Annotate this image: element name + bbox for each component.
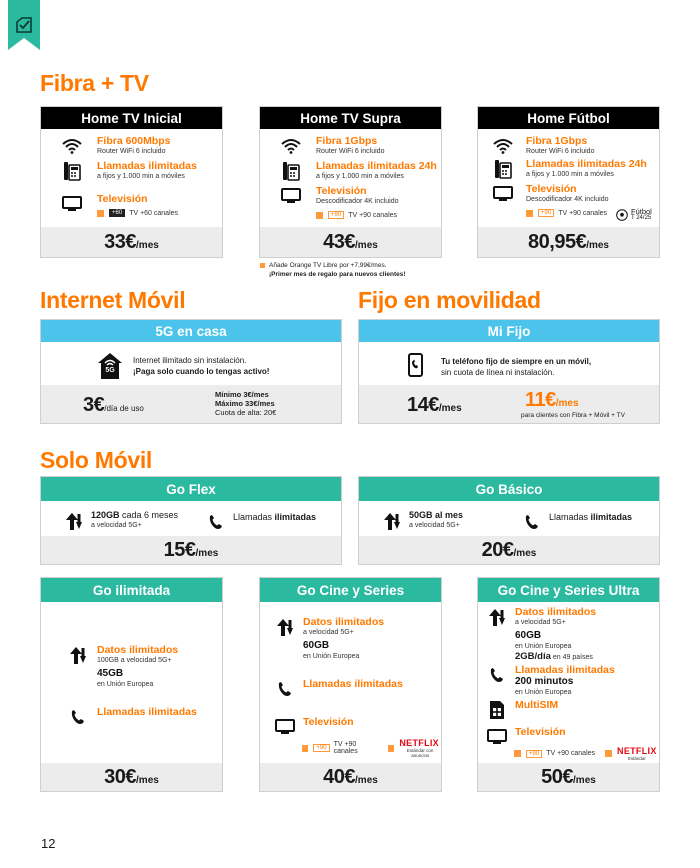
data-period: cada 6 meses [119, 510, 179, 520]
landline-phone-icon [492, 158, 514, 180]
sim-card-icon [486, 699, 508, 721]
bullet-square [514, 750, 521, 757]
bookmark-check-icon [8, 0, 40, 50]
data-amount: 120GB [91, 510, 120, 520]
card-go-basico [358, 476, 660, 565]
eu-data: 45GB [97, 668, 124, 679]
card-title: Go Cine y Series Ultra [478, 578, 659, 602]
tv-channels: TV +90 canales [333, 741, 358, 755]
tv-sub: Descodificador 4K incluido [316, 198, 399, 205]
llamadas-sub: a fijos y 1.000 min a móviles [526, 171, 614, 178]
phone-handset-icon [521, 511, 543, 533]
futbol-sub: T 24/25 [631, 215, 652, 221]
futbol-feature [616, 208, 652, 222]
llamadas-label: Llamadas ilimitadas [97, 706, 197, 718]
fibra-sub: Router WiFi 6 incluido [97, 148, 166, 155]
data-arrows-icon [486, 606, 508, 628]
bullet-square [97, 210, 104, 217]
tv-channels: TV +90 canales [558, 209, 608, 217]
tv-channels: TV +90 canales [348, 211, 398, 219]
data-amount: 50GB al mes [409, 510, 464, 520]
tv-badge: +90 [313, 744, 329, 752]
wifi-icon [280, 135, 302, 157]
eu-data: 60GB [303, 640, 330, 651]
card-mi-fijo [358, 319, 660, 424]
supra-note [260, 262, 406, 279]
calls-label: Llamadas [233, 512, 275, 522]
card-title: Go Básico [359, 477, 659, 501]
card-home-tv-inicial [40, 106, 223, 258]
price-bundle-sub: para clientes con Fibra + Móvil + TV [521, 412, 625, 419]
card-title: Go Flex [41, 477, 341, 501]
eu-minutes: 200 minutos [515, 676, 574, 687]
price: 80,95€/mes [528, 230, 609, 253]
tv-label: Televisión [97, 193, 148, 205]
tv-icon [274, 716, 296, 738]
min-price: Mínimo 3€/mes [215, 390, 269, 399]
icon-label-5g: 5G [105, 367, 115, 374]
tv-label: Televisión [316, 185, 367, 197]
price: 33€/mes [104, 230, 159, 253]
card-5g-en-casa [40, 319, 342, 424]
price-bundle: 11€/mes para clientes con Fibra + Móvil + TV [521, 389, 625, 419]
data-arrows-icon [274, 616, 296, 638]
fibra-label: Fibra 600Mbps [97, 135, 171, 147]
tv-label: Televisión [515, 726, 566, 738]
multisim-label: MultiSIM [515, 699, 559, 711]
mobile-phone-icon [407, 353, 425, 382]
calls-value: ilimitadas [274, 512, 317, 522]
bullet-square [260, 263, 265, 268]
price: 43€/mes [323, 230, 378, 253]
price: 40€/mes [323, 765, 378, 788]
note-line-1: Añade Orange TV Libre por +7,99€/mes. [269, 262, 387, 269]
tv-channels: TV +90 canales [546, 750, 596, 757]
card-title: Home Fútbol [478, 107, 659, 129]
price-bar [478, 763, 659, 791]
llamadas-label: Llamadas ilimitadas 24h [526, 158, 647, 170]
section-title-fibra-tv: Fibra + TV [40, 70, 149, 96]
eu-data: 60GB [515, 630, 542, 641]
card-title: Mi Fijo [359, 320, 659, 342]
phone-handset-icon [486, 664, 508, 686]
price-bar [260, 763, 441, 791]
tv-badge: +90 [538, 209, 554, 217]
netflix-logo: NETFLIX Estándar con anuncios [399, 738, 439, 758]
tv-sub: Descodificador 4K incluido [526, 196, 609, 203]
price: 14€/mes [407, 394, 462, 416]
phone-handset-icon [274, 678, 296, 700]
section-title-fijo-movilidad: Fijo en movilidad [358, 287, 541, 313]
bullet-square [605, 750, 612, 757]
tv-icon [280, 185, 302, 207]
tv-icon [492, 183, 514, 205]
datos-label: Datos ilimitados [303, 616, 385, 628]
card-title: 5G en casa [41, 320, 341, 342]
netflix-logo: NETFLIX Estándar [617, 746, 657, 761]
page-number: 12 [41, 836, 56, 851]
home-5g-icon [97, 352, 123, 380]
price-bar [41, 763, 222, 791]
price: 30€/mes [104, 765, 159, 788]
price: 3€/día de uso [83, 394, 144, 416]
phone-handset-icon [67, 706, 89, 728]
llamadas-label: Llamadas ilimitadas 24h [316, 160, 437, 172]
bullet-square [526, 210, 533, 217]
price-bar [260, 227, 441, 257]
price-bar [41, 385, 341, 423]
card-go-cine-series [259, 577, 442, 792]
price: 20€/mes [481, 538, 537, 561]
section-title-internet-movil: Internet Móvil [40, 287, 186, 313]
data-arrows-icon [67, 644, 89, 666]
tv-label: Televisión [526, 183, 577, 195]
futbol-label: Fútbol [631, 207, 652, 216]
section-title-solo-movil: Solo Móvil [40, 447, 153, 473]
llamadas-sub: a fijos y 1.000 min a móviles [316, 173, 404, 180]
calls-label: Llamadas [549, 512, 591, 522]
price: 15€/mes [163, 538, 219, 561]
price-bar [41, 227, 222, 257]
card-go-flex [40, 476, 342, 565]
desc-line-2: sin cuota de línea ni instalación. [441, 368, 555, 377]
price-bar [359, 385, 659, 423]
card-title: Go Cine y Series [260, 578, 441, 602]
soccer-ball-icon [616, 209, 628, 221]
daily-data: 2GB/día [515, 651, 551, 662]
daily-data-sub: en 49 países [550, 654, 593, 661]
landline-phone-icon [61, 160, 83, 182]
landline-phone-icon [280, 160, 302, 182]
bullet-square [316, 212, 323, 219]
llamadas-sub: a fijos y 1.000 min a móviles [97, 173, 185, 180]
tv-channels: TV +60 canales [129, 209, 179, 217]
data-sub: a velocidad 5G+ [91, 522, 142, 529]
card-go-cine-series-ultra [477, 577, 660, 792]
desc-line-1: Internet ilimitado sin instalación. [133, 356, 247, 365]
eu-data-sub: en Unión Europea [303, 653, 360, 660]
tv-badge: +90 [328, 211, 344, 219]
tv-icon [61, 193, 83, 215]
tv-icon [486, 726, 508, 748]
fibra-sub: Router WiFi 6 incluido [316, 148, 385, 155]
tv-badge: +60 [109, 209, 125, 217]
data-sub: a velocidad 5G+ [409, 522, 460, 529]
llamadas-label: Llamadas ilimitadas [303, 678, 403, 690]
calls-value: ilimitadas [590, 512, 633, 522]
card-home-tv-supra [259, 106, 442, 258]
data-arrows-icon [381, 510, 403, 532]
card-go-ilimitada [40, 577, 223, 792]
desc-line-2: ¡Paga solo cuando lo tengas activo! [133, 367, 270, 376]
datos-label: Datos ilimitados [97, 644, 179, 656]
phone-handset-icon [205, 511, 227, 533]
price: 50€/mes [541, 765, 596, 788]
card-title: Go ilimitada [41, 578, 222, 602]
datos-sub: a velocidad 5G+ [515, 619, 566, 626]
price-bar [478, 227, 659, 257]
bullet-square [302, 745, 308, 752]
bullet-square [388, 745, 394, 752]
fibra-sub: Router WiFi 6 incluido [526, 148, 595, 155]
llamadas-label: Llamadas ilimitadas [97, 160, 197, 172]
wifi-icon [61, 135, 83, 157]
eu-data-sub: en Unión Europea [515, 643, 572, 650]
price-bar [41, 536, 341, 564]
llamadas-label: Llamadas ilimitadas [515, 664, 615, 676]
fibra-label: Fibra 1Gbps [316, 135, 378, 147]
alta-fee: Cuota de alta: 20€ [215, 408, 277, 417]
fibra-label: Fibra 1Gbps [526, 135, 588, 147]
data-arrows-icon [63, 510, 85, 532]
datos-sub: a velocidad 5G+ [303, 629, 354, 636]
card-home-futbol [477, 106, 660, 258]
card-title: Home TV Supra [260, 107, 441, 129]
datos-sub: 100GB a velocidad 5G+ [97, 657, 172, 664]
max-price: Máximo 33€/mes [215, 399, 275, 408]
wifi-icon [492, 135, 514, 157]
eu-data-sub: en Unión Europea [97, 681, 154, 688]
tv-label: Televisión [303, 716, 354, 728]
desc-line-1: Tu teléfono fijo de siempre en un móvil, [441, 357, 592, 366]
tv-badge: +90 [526, 750, 542, 758]
price-bar [359, 536, 659, 564]
note-line-2: ¡Primer mes de regalo para nuevos clientes! [269, 270, 406, 278]
card-title: Home TV Inicial [41, 107, 222, 129]
datos-label: Datos ilimitados [515, 606, 597, 618]
eu-minutes-sub: en Unión Europea [515, 689, 572, 696]
